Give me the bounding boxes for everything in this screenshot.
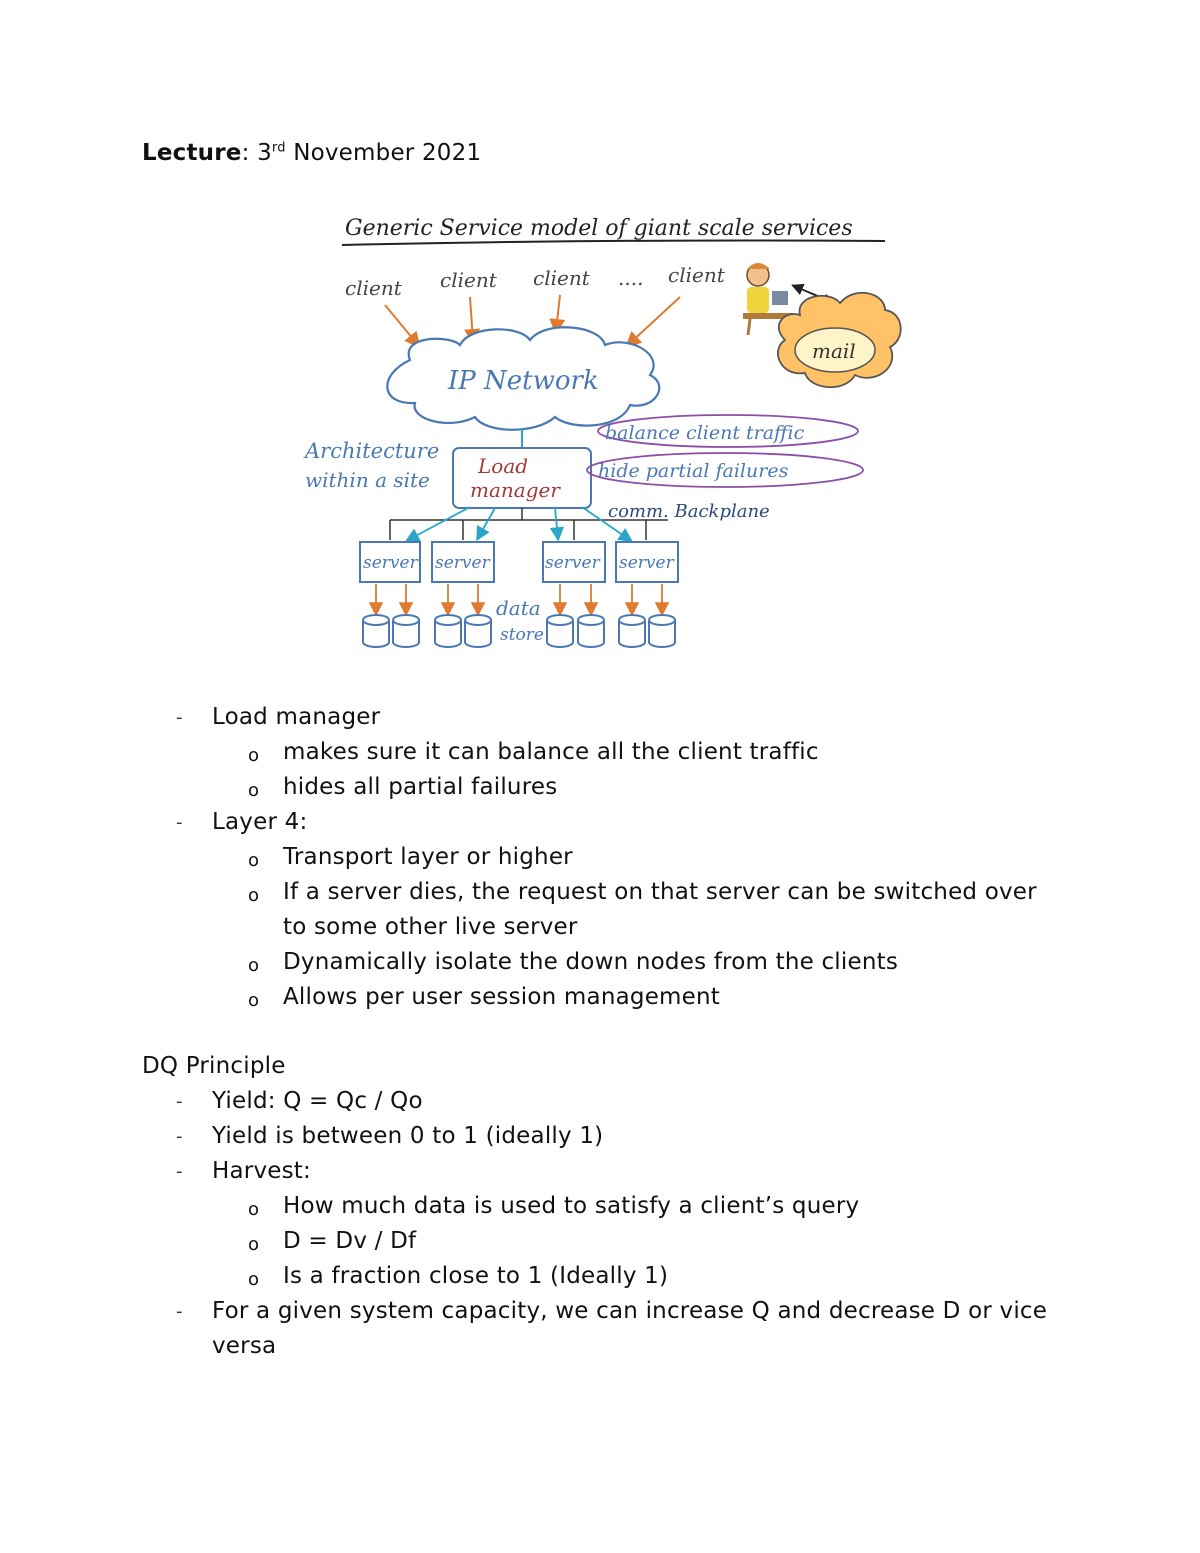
diagram-title: Generic Service model of giant scale services bbox=[345, 216, 853, 241]
bullet-text: - Layer 4: bbox=[212, 809, 307, 835]
dq-list bbox=[142, 1084, 1062, 1364]
server-label: server bbox=[545, 553, 600, 573]
architecture-label: Architecture bbox=[305, 439, 440, 463]
list-item bbox=[142, 1119, 1062, 1154]
list-item: o Transport layer or higher bbox=[212, 840, 1062, 875]
load-manager-label: manager bbox=[470, 478, 560, 502]
list-item bbox=[142, 805, 1062, 1015]
service-model-diagram bbox=[300, 195, 910, 665]
list-item bbox=[142, 700, 1062, 805]
list-item: o Dynamically isolate the down nodes from the clients bbox=[212, 945, 1062, 980]
client-label: client bbox=[345, 276, 402, 300]
section-title: DQ Principle bbox=[142, 1053, 286, 1079]
bullet-text: - Load manager bbox=[212, 704, 380, 730]
annotation-failures: hide partial failures bbox=[598, 460, 789, 482]
lecture-date: November 2021 bbox=[285, 140, 482, 166]
ellipsis-label: .... bbox=[618, 266, 644, 290]
bullet-text: - Harvest: bbox=[212, 1158, 311, 1184]
annotation-balance: balance client traffic bbox=[605, 422, 805, 444]
data-store-label: store bbox=[500, 625, 544, 645]
ordinal-suffix: rd bbox=[271, 140, 286, 156]
list-item bbox=[142, 1084, 1062, 1119]
data-store-label: data bbox=[496, 596, 541, 620]
list-item: o Allows per user session management bbox=[212, 980, 1062, 1015]
lecture-separator: : 3 bbox=[241, 140, 272, 166]
server-label: server bbox=[619, 553, 674, 573]
server-label: server bbox=[363, 553, 418, 573]
architecture-label: within a site bbox=[305, 468, 430, 492]
client-label: client bbox=[668, 263, 725, 287]
list-item bbox=[142, 1294, 1062, 1364]
list-item bbox=[142, 1154, 1062, 1294]
bullet-text: - For a given system capacity, we can increase Q and decrease D or vice versa bbox=[212, 1298, 1047, 1359]
client-label: client bbox=[440, 268, 497, 292]
lecture-notes bbox=[142, 700, 1062, 1364]
bullet-text: - Yield: Q = Qc / Qo bbox=[212, 1088, 423, 1114]
list-item: o D = Dv / Df bbox=[212, 1224, 1062, 1259]
load-manager-list bbox=[142, 700, 1062, 1015]
lecture-heading bbox=[142, 140, 481, 166]
mail-label: mail bbox=[812, 339, 856, 363]
list-item: o How much data is used to satisfy a client’s query bbox=[212, 1189, 1062, 1224]
backplane-label: comm. Backplane bbox=[608, 501, 770, 522]
server-label: server bbox=[435, 553, 490, 573]
list-item: o makes sure it can balance all the client traffic bbox=[212, 735, 1062, 770]
bullet-text: - Yield is between 0 to 1 (ideally 1) bbox=[212, 1123, 603, 1149]
list-item: o hides all partial failures bbox=[212, 770, 1062, 805]
list-item: o Is a fraction close to 1 (Ideally 1) bbox=[212, 1259, 1062, 1294]
ip-network-label: IP Network bbox=[448, 366, 599, 396]
list-item: o If a server dies, the request on that server can be switched over to some other live server bbox=[212, 875, 1062, 945]
client-label: client bbox=[533, 266, 590, 290]
load-manager-label: Load bbox=[478, 454, 529, 478]
lecture-label: Lecture bbox=[142, 140, 242, 166]
